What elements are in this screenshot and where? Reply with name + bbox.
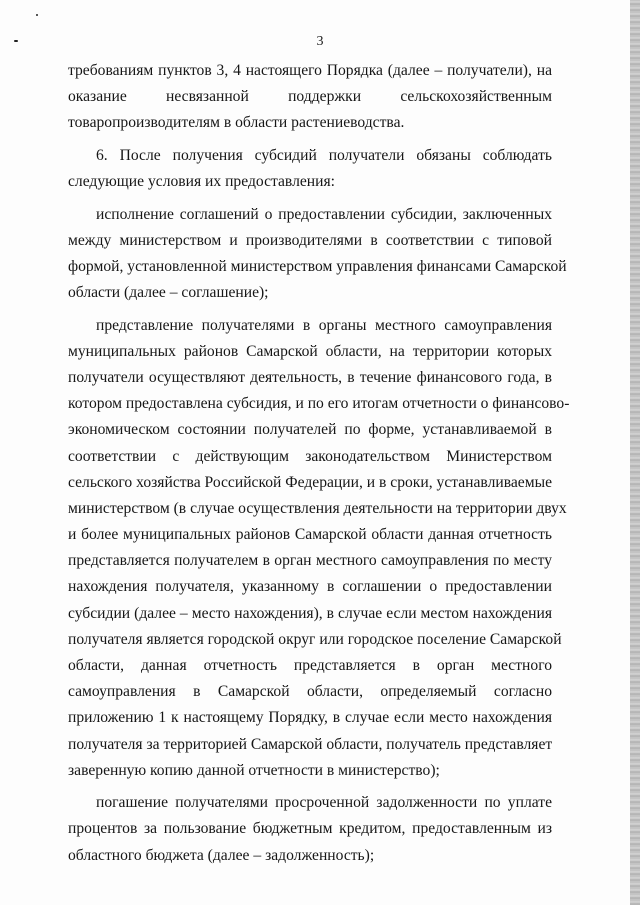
text-line: областного бюджета (далее – задолженность); — [68, 846, 375, 864]
text-line: между министерством и производителями в соответствии с типовой — [68, 231, 552, 249]
page-number: 3 — [316, 34, 324, 49]
text-line: представление получателями в органы местного самоуправления — [96, 316, 552, 334]
paragraph-2 — [68, 143, 552, 195]
paragraph-5 — [68, 790, 552, 869]
text-line: погашение получателями просроченной задолженности по уплате — [96, 794, 552, 812]
text-line: 6. После получения субсидий получатели обязаны соблюдать — [96, 146, 552, 164]
text-line: оказание несвязанной поддержки сельскохозяйственным — [68, 88, 552, 106]
text-line: соответствии с действующим законодательством Министерством — [68, 447, 552, 465]
text-line: министерством (в случае осуществления деятельности на территории двух — [68, 499, 567, 517]
text-line: получатели осуществляют деятельность, в течение финансового года, в — [68, 368, 552, 386]
text-line: сельского хозяйства Российской Федерации, и в сроки, устанавливаемые — [68, 473, 552, 491]
text-line: экономическом состоянии получателей по форме, устанавливаемой в — [68, 421, 552, 439]
paragraph-3 — [68, 202, 567, 307]
text-line: получателя является городской округ или городское поселение Самарской — [68, 630, 562, 648]
text-line: представляется получателем в орган местного самоуправления по месту — [68, 552, 552, 570]
paragraph-4 — [68, 313, 570, 784]
scan-speck — [36, 14, 38, 16]
text-line: области (далее – соглашение); — [68, 284, 269, 302]
text-line: субсидии (далее – место нахождения), в случае если местом нахождения — [68, 604, 552, 622]
text-line: муниципальных районов Самарской области, на территории которых — [68, 342, 552, 360]
text-line: и более муниципальных районов Самарской области данная отчетность — [68, 526, 552, 544]
text-line: приложению 1 к настоящему Порядку, в случае если место нахождения — [68, 709, 552, 727]
text-line: следующие условия их предоставления: — [68, 173, 335, 191]
text-line: товаропроизводителям в области растениеводства. — [68, 114, 405, 132]
text-line: самоуправления в Самарской области, определяемый согласно — [68, 683, 552, 701]
text-line: нахождения получателя, указанному в соглашении о предоставлении — [68, 578, 552, 596]
text-line: области, данная отчетность представляется в орган местного — [68, 657, 552, 675]
text-line: исполнение соглашений о предоставлении субсидии, заключенных — [96, 205, 552, 223]
text-line: требованиям пунктов 3, 4 настоящего Порядка (далее – получатели), на — [68, 62, 552, 79]
text-line: получателя за территорией Самарской области, получатель представляет — [68, 735, 553, 753]
text-line: процентов за пользование бюджетным кредитом, предоставленным из — [68, 820, 552, 838]
paragraph-1 — [68, 58, 552, 137]
text-line: котором предоставлена субсидия, и по его итогам отчетности о финансово- — [68, 395, 570, 413]
scan-edge-shadow — [630, 0, 640, 905]
text-line: заверенную копию данной отчетности в министерство); — [68, 761, 440, 779]
text-line: формой, установленной министерством управления финансами Самарской — [68, 257, 567, 275]
document-body — [68, 58, 570, 869]
